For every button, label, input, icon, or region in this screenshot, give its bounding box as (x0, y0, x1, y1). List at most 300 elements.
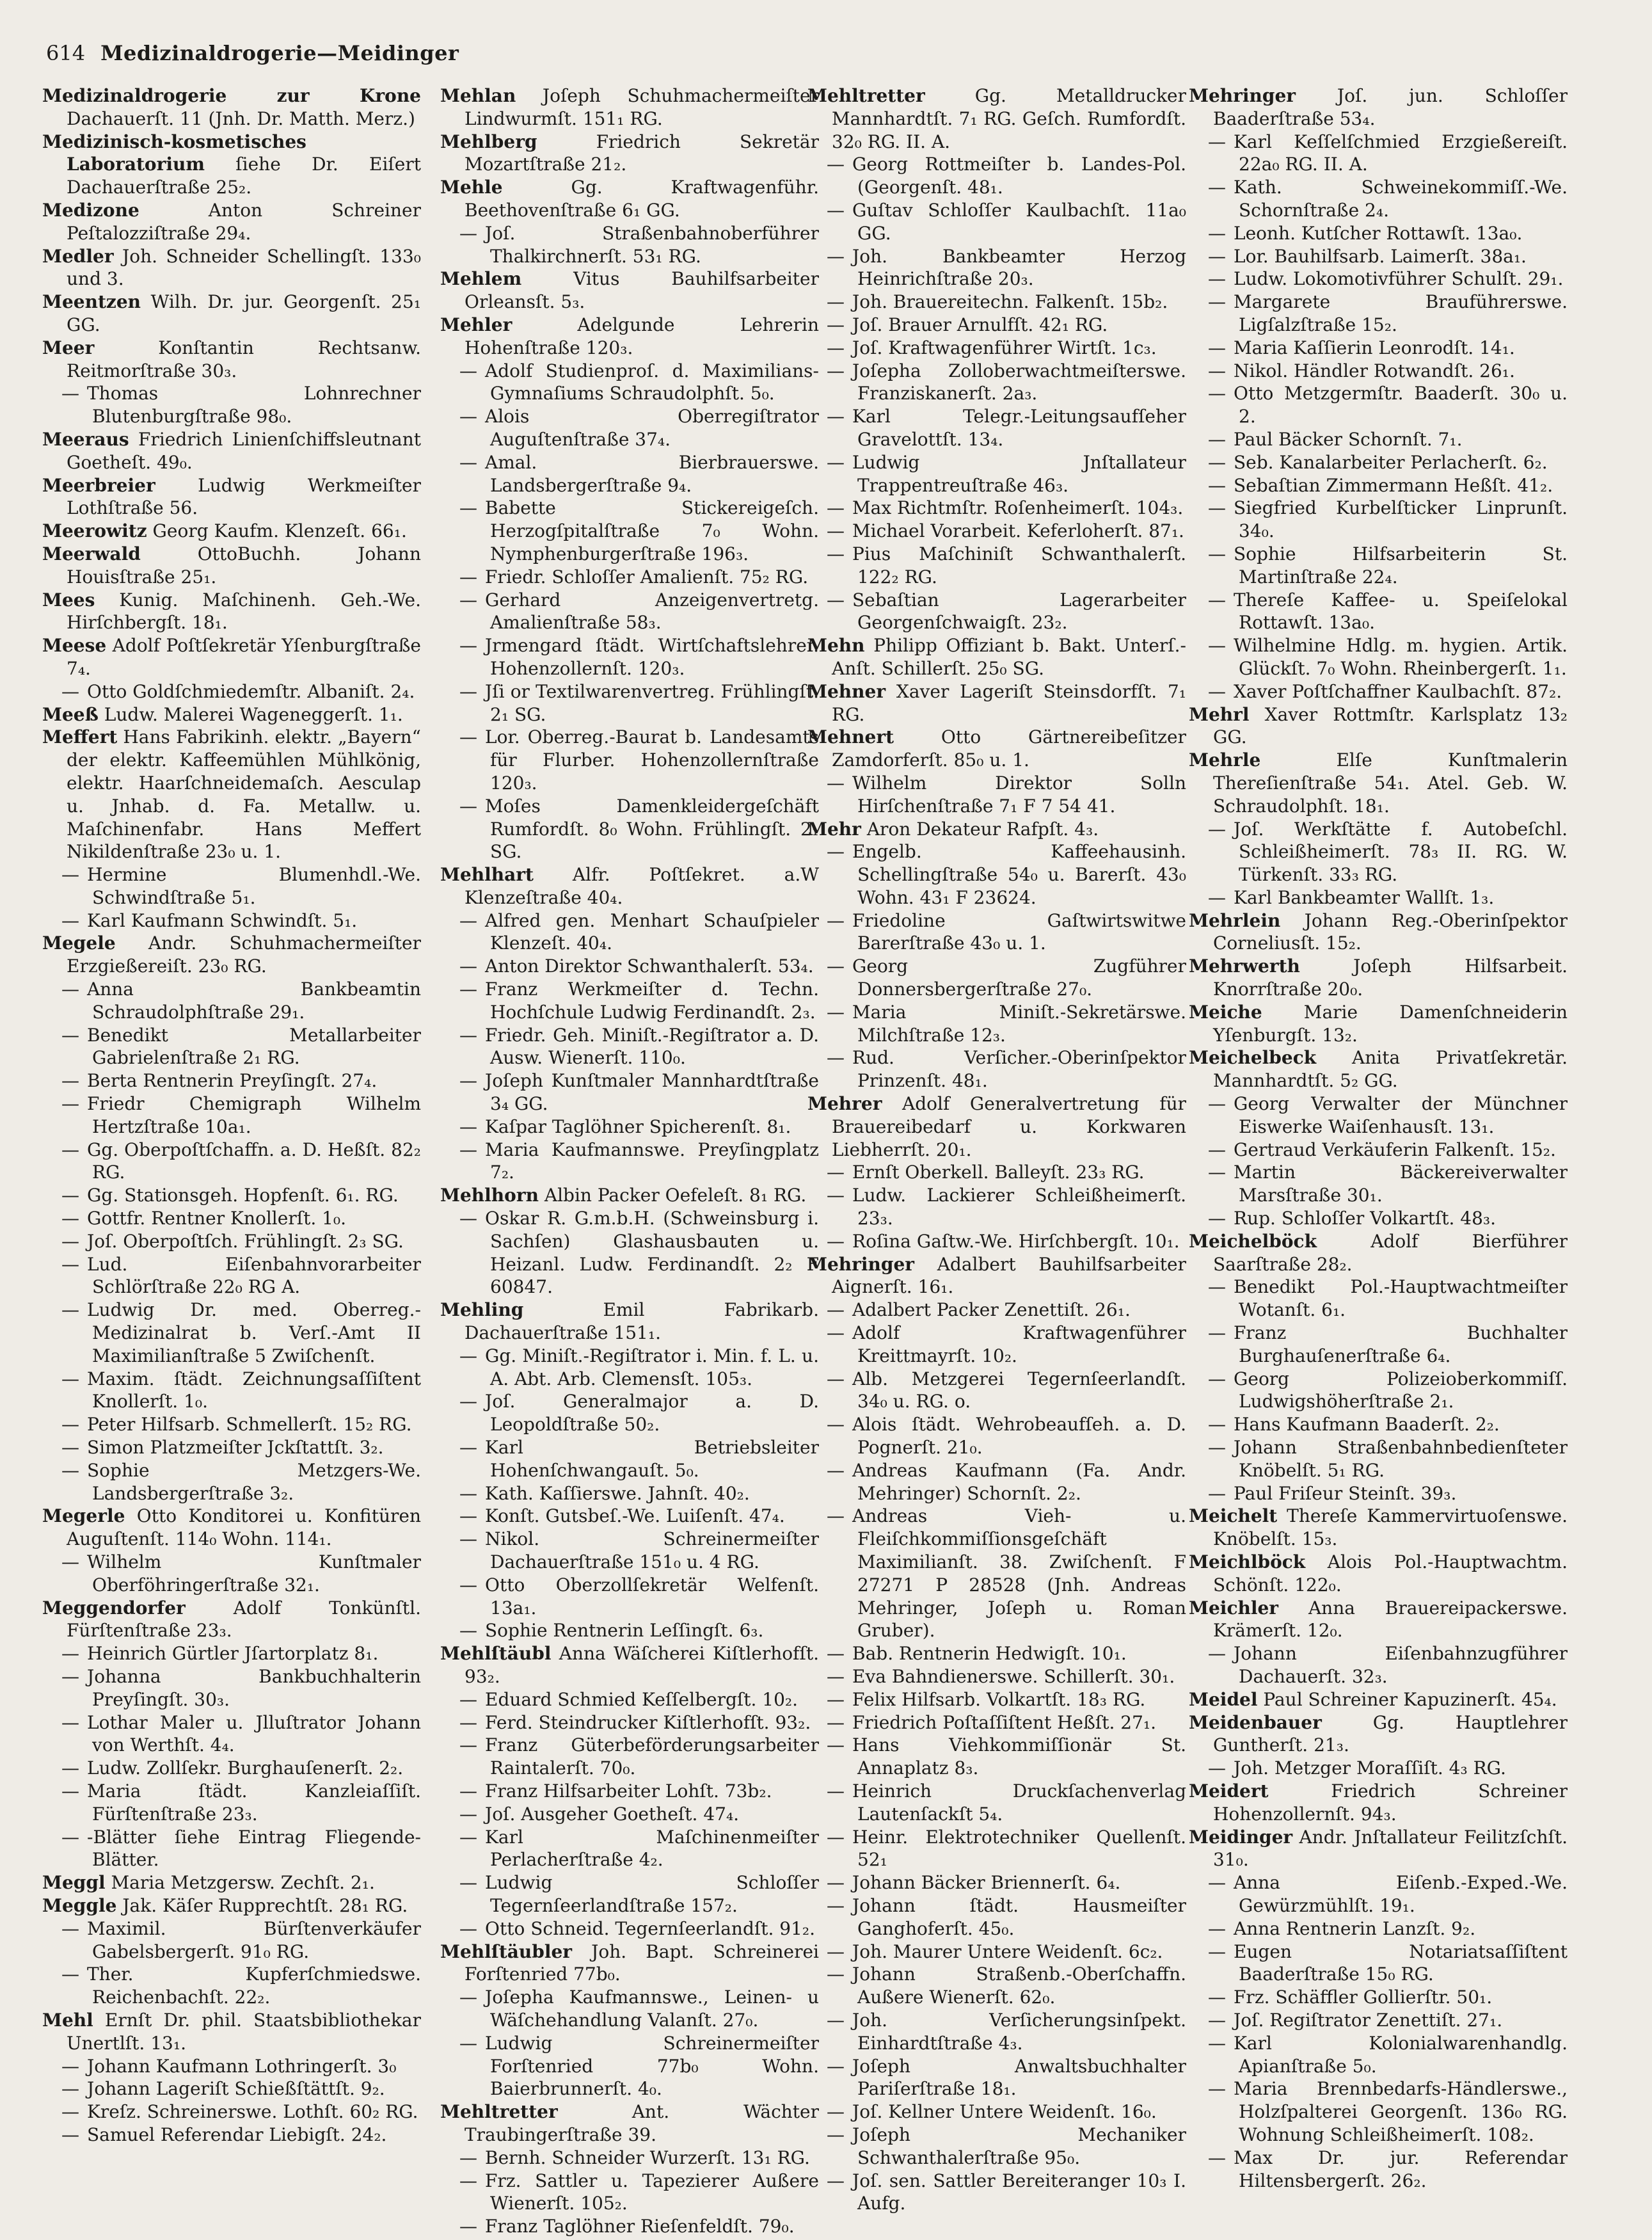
ditto-dash: — (459, 1070, 477, 1092)
ditto-dash: — (459, 1917, 477, 1939)
directory-entry (440, 2100, 819, 2147)
sub-entry (440, 1734, 819, 1780)
entry-text: Wilhelm Direktor Solln Hirſchenſtraße 7₁ F 7 54 41. (852, 772, 1186, 817)
entry-text: Maria Kaufmannswe. Preyſingplatz 7₂. (485, 1139, 819, 1183)
directory-entry (42, 337, 421, 383)
sub-entry (440, 1826, 819, 1872)
entry-text: Rup. Schloſſer Volkartſt. 48₃. (1234, 1208, 1497, 1229)
sub-entry (1189, 1482, 1568, 1505)
ditto-dash: — (1208, 268, 1226, 290)
ditto-dash: — (61, 1253, 79, 1275)
sub-entry (807, 291, 1186, 314)
sub-entry (440, 978, 819, 1024)
entry-text: Elſe Kunſtmalerin Thereſienſtraße 54₁. Atel. Geb. W. Schraudolphſt. 18₁. (1213, 749, 1568, 817)
ditto-dash: — (827, 1001, 845, 1023)
sub-entry (807, 1780, 1186, 1826)
sub-entry (1189, 634, 1568, 680)
directory-entry (807, 634, 1186, 680)
entry-text: Jrmengard ſtädt. Wirtſchaftslehrer. Hohenzollernſt. 120₃. (485, 635, 819, 679)
entry-surname: Meentzen (42, 291, 141, 313)
sub-entry (440, 1574, 819, 1620)
ditto-dash: — (459, 1208, 477, 1229)
ditto-dash: — (1208, 1276, 1226, 1298)
ditto-dash: — (459, 795, 477, 817)
entry-text: Joſeph Anwaltsbuchhalter Pariſerſtraße 18₁. (852, 2055, 1186, 2100)
entry-surname: Mehling (440, 1299, 524, 1321)
entry-text: Otto Goldſchmiedemſtr. Albaniſt. 2₄. (87, 680, 415, 702)
sub-entry (1189, 245, 1568, 268)
ditto-dash: — (827, 291, 845, 313)
entry-surname: Meese (42, 635, 107, 657)
entry-surname: Mehrl (1189, 703, 1250, 725)
sub-entry (42, 382, 421, 428)
entry-text: Franz Güterbeförderungsarbeiter Raintalerſt. 70₀. (485, 1734, 819, 1779)
directory-entry (42, 520, 421, 543)
entry-surname: Medler (42, 245, 114, 267)
entry-text: Adolf Poſtſekretär Yſenburgſtraße 7₄. (67, 635, 421, 679)
ditto-dash: — (459, 1872, 477, 1894)
ditto-dash: — (827, 1459, 845, 1481)
ditto-dash: — (459, 1482, 477, 1504)
directory-entry (807, 1253, 1186, 1299)
directory-entry (42, 131, 421, 199)
entry-text: Otto Schneid. Tegernſeerlandſt. 91₂. (485, 1917, 816, 1939)
entry-text: Gertraud Verkäuferin Falkenſt. 15₂. (1234, 1139, 1556, 1160)
sub-entry (807, 1711, 1186, 1734)
ditto-dash: — (1208, 337, 1226, 358)
ditto-dash: — (459, 1711, 477, 1733)
sub-entry (440, 2215, 819, 2238)
ditto-dash: — (1208, 428, 1226, 450)
entry-surname: Mehn (807, 635, 865, 657)
entry-text: Friedr. Schloſſer Amalienſt. 75₂ RG. (485, 566, 809, 588)
entry-text: Bab. Rentnerin Hedwigſt. 10₁. (852, 1643, 1127, 1665)
entry-text: Adalbert Bauhilfsarbeiter Aignerſt. 16₁. (832, 1253, 1186, 1298)
ditto-dash: — (827, 1780, 845, 1802)
sub-entry (440, 2147, 819, 2170)
ditto-dash: — (827, 1964, 845, 1985)
sub-entry (440, 1803, 819, 1826)
ditto-dash: — (1208, 222, 1226, 244)
entry-text: Maria ſtädt. Kanzleiaſſiſt. Fürſtenſtraße 23₃. (87, 1780, 421, 1825)
ditto-dash: — (1208, 1368, 1226, 1389)
entry-surname: Medizone (42, 199, 139, 221)
sub-entry (807, 1001, 1186, 1047)
entry-text: Michael Vorarbeit. Keferloherſt. 87₁. (852, 520, 1184, 542)
entry-text: Ludwig Schreinermeiſter Forſtenried 77b₀ Wohn. Baierbrunnerſt. 4₀. (485, 2032, 819, 2100)
ditto-dash: — (827, 2170, 845, 2191)
entry-text: Otto Oberzollſekretär Welfenſt. 13a₁. (485, 1574, 819, 1619)
entry-text: Joſ. Straßenbahnoberführer Thalkirchnerſt. 53₁ RG. (485, 222, 819, 267)
directory-entry (440, 176, 819, 222)
sub-entry (1189, 337, 1568, 360)
sub-entry (807, 405, 1186, 451)
ditto-dash: — (61, 1665, 79, 1687)
ditto-dash: — (827, 1665, 845, 1687)
sub-entry (807, 520, 1186, 543)
entry-surname: Mehlem (440, 268, 522, 290)
entry-text: Joſ. Brauer Arnulfſt. 42₁ RG. (852, 314, 1108, 335)
entry-text: Adolf Generalvertretung für Brauereibedarf u. Korkwaren Liebherrſt. 20₁. (832, 1093, 1186, 1160)
sub-entry (807, 1826, 1186, 1872)
sub-entry (42, 909, 421, 932)
entry-surname: Meeraus (42, 428, 129, 450)
entry-text: Xaver Lageriſt Steinsdorfſt. 7₁ RG. (832, 680, 1186, 725)
entry-text: Thereſe Kammervirtuoſenswe. Knöbelſt. 15₃. (1213, 1505, 1568, 1550)
entry-text: Xaver Poſtſchaffner Kaulbachſt. 87₂. (1234, 680, 1562, 702)
ditto-dash: — (459, 497, 477, 519)
entry-text: Frz. Schäffler Gollierſtr. 50₁. (1234, 1987, 1493, 2008)
directory-entry (42, 2009, 421, 2055)
sub-entry (1189, 1986, 1568, 2009)
ditto-dash: — (459, 589, 477, 611)
sub-entry (807, 772, 1186, 818)
entry-text: Adolf Kraftwagenführer Kreittmayrſt. 10₂. (852, 1322, 1186, 1366)
ditto-dash: — (61, 2055, 79, 2077)
sub-entry (807, 245, 1186, 291)
sub-entry (440, 405, 819, 451)
directory-entry (42, 1505, 421, 1551)
entry-text: Paul Schreiner Kapuzinerſt. 45₄. (1257, 1688, 1557, 1710)
entry-text: Johann Eiſenbahnzugführer Dachauerſt. 32₃. (1234, 1643, 1568, 1687)
sub-entry (1189, 1368, 1568, 1414)
ditto-dash: — (827, 245, 845, 267)
entry-text: Georg Rottmeiſter b. Landes-Pol. (Georgenſt. 48₁. (852, 154, 1186, 198)
sub-entry (440, 497, 819, 565)
ditto-dash: — (827, 1322, 845, 1344)
ditto-dash: — (827, 314, 845, 335)
entry-text: Engelb. Kaffeehausinh. Schellingſtraße 54₀ u. Barerſt. 43₀ Wohn. 43₁ F 23624. (852, 841, 1186, 908)
entry-surname: Meichlböck (1189, 1551, 1306, 1572)
ditto-dash: — (61, 1459, 79, 1481)
sub-entry (440, 566, 819, 589)
ditto-dash: — (827, 360, 845, 381)
sub-entry (807, 2055, 1186, 2101)
entry-text: Eduard Schmied Keſſelbergſt. 10₂. (485, 1688, 798, 1710)
entry-text: Benedikt Metallarbeiter Gabrielenſtraße 2₁ RG. (87, 1024, 421, 1069)
entry-text: Ernſt Dr. phil. Staatsbibliothekar Unertlſt. 13₁. (67, 2009, 421, 2054)
ditto-dash: — (61, 864, 79, 886)
entry-surname: Mehrle (1189, 749, 1261, 771)
sub-entry (807, 153, 1186, 199)
ditto-dash: — (61, 1139, 79, 1160)
ditto-dash: — (1208, 2147, 1226, 2168)
sub-entry (440, 1688, 819, 1711)
entry-surname: Meidert (1189, 1780, 1269, 1802)
directory-entry (1189, 955, 1568, 1001)
ditto-dash: — (61, 1070, 79, 1092)
sub-entry (440, 1390, 819, 1436)
entry-surname: Meeß (42, 703, 99, 725)
sub-entry (440, 726, 819, 794)
entry-text: Joh. Brauereitechn. Falkenſt. 15b₂. (852, 291, 1168, 313)
directory-entry (42, 634, 421, 680)
directory-entry (440, 84, 819, 131)
sub-entry (1189, 886, 1568, 909)
ditto-dash: — (459, 1688, 477, 1710)
sub-entry (807, 360, 1186, 406)
sub-entry (42, 1207, 421, 1230)
sub-entry (1189, 360, 1568, 383)
ditto-dash: — (459, 451, 477, 473)
entry-text: Felix Hilfsarb. Volkartſt. 18₃ RG. (852, 1688, 1146, 1710)
sub-entry (440, 1528, 819, 1574)
sub-entry (440, 222, 819, 268)
entry-text: -Blätter ſiehe Eintrag Fliegende-Blätter. (87, 1826, 421, 1871)
sub-entry (440, 2170, 819, 2216)
directory-entry (42, 726, 421, 863)
ditto-dash: — (1208, 635, 1226, 657)
entry-text: Friedrich Schreiner Hohenzollernſt. 94₃. (1213, 1780, 1568, 1825)
directory-entry (1189, 1505, 1568, 1551)
sub-entry (807, 1413, 1186, 1459)
entry-text: Karl Maſchinenmeiſter Perlacherſtraße 4₂. (485, 1826, 819, 1871)
sub-entry (807, 1322, 1186, 1368)
sub-entry (807, 1642, 1186, 1665)
directory-entry (42, 199, 421, 245)
sub-entry (807, 1688, 1186, 1711)
sub-entry (42, 2077, 421, 2100)
directory-entry (807, 680, 1186, 726)
entry-text: Kath. Kaſſierswe. Jahnſt. 40₂. (485, 1482, 750, 1504)
sub-entry (807, 1368, 1186, 1414)
ditto-dash: — (827, 1643, 845, 1665)
ditto-dash: — (827, 1940, 845, 1962)
ditto-dash: — (61, 1711, 79, 1733)
entry-text: Ludwig Jnſtallateur Trappentreuſtraße 46₃. (852, 451, 1186, 496)
entry-text: Johann Reg.-Oberinſpektor Corneliusſt. 15₂. (1213, 909, 1568, 954)
directory-entry (42, 428, 421, 474)
sub-entry (440, 1619, 819, 1642)
entry-text: Otto Gärtnereibeſitzer Zamdorferſt. 85₀ u. 1. (832, 726, 1186, 771)
ditto-dash: — (827, 1734, 845, 1756)
directory-entry (1189, 1597, 1568, 1643)
entry-text: Johann Bäcker Briennerſt. 6₄. (852, 1872, 1121, 1894)
directory-entry (807, 1092, 1186, 1161)
directory-entry (1189, 1046, 1568, 1092)
sub-entry (1189, 543, 1568, 589)
entry-surname: Mehlhorn (440, 1185, 539, 1206)
ditto-dash: — (1208, 818, 1226, 840)
sub-entry (807, 337, 1186, 360)
sub-entry (1189, 1139, 1568, 1162)
ditto-dash: — (61, 1826, 79, 1848)
entry-surname: Meerwald (42, 543, 141, 564)
entry-text: Lor. Bauhilfsarb. Laimerſt. 38a₁. (1234, 245, 1527, 267)
page-header (46, 41, 1614, 73)
entry-text: Otto Konditorei u. Konfitüren Auguſtenſt. 114₀ Wohn. 114₁. (67, 1505, 421, 1550)
entry-text: Simon Platzmeiſter Jckſtattſt. 3₂. (87, 1437, 384, 1459)
sub-entry (1189, 1092, 1568, 1139)
entry-text: Pius Maſchiniſt Schwanthalerſt. 122₂ RG. (852, 543, 1186, 588)
ditto-dash: — (827, 841, 845, 863)
ditto-dash: — (1208, 589, 1226, 611)
sub-entry (807, 909, 1186, 956)
sub-entry (1189, 1276, 1568, 1322)
sub-entry (807, 199, 1186, 245)
ditto-dash: — (61, 909, 79, 931)
sub-entry (42, 1665, 421, 1711)
entry-text: Rud. Verſicher.-Oberinſpektor Prinzenſt. 48₁. (852, 1047, 1186, 1092)
ditto-dash: — (827, 909, 845, 931)
running-title: Medizinaldrogerie—Meidinger (100, 41, 459, 65)
ditto-dash: — (61, 1230, 79, 1252)
entry-text: Emil Fabrikarb. Dachauerſtraße 151₁. (465, 1299, 819, 1344)
entry-text: Kath. Schweinekommiſſ.-We. Schornſtraße 2₄. (1234, 177, 1568, 221)
ditto-dash: — (459, 1139, 477, 1160)
entry-text: Anton Direktor Schwanthalerſt. 53₄. (485, 956, 814, 977)
entry-text: Joſeph Hilfsarbeit. Knorrſtraße 20₀. (1213, 956, 1568, 1000)
entry-text: Wilhelmine Hdlg. m. hygien. Artik. Glückſt. 7₀ Wohn. Rheinbergerſt. 1₁. (1234, 635, 1568, 679)
entry-text: Gottfr. Rentner Knollerſt. 1₀. (87, 1208, 347, 1229)
ditto-dash: — (459, 909, 477, 931)
entry-text: Anton Schreiner Peſtalozziſtraße 29₄. (67, 199, 421, 244)
entry-text: Berta Rentnerin Preyſingſt. 27₄. (87, 1070, 377, 1092)
ditto-dash: — (459, 1574, 477, 1596)
entry-surname: Meiche (1189, 1001, 1262, 1023)
ditto-dash: — (827, 1299, 845, 1321)
entry-surname: Mehler (440, 314, 512, 335)
entry-text: Vitus Bauhilfsarbeiter Orleansſt. 5₃. (465, 268, 819, 313)
entry-surname: Meggendorfer (42, 1597, 186, 1619)
entry-text: Franz Buchhalter Burghauſenerſtraße 6₄. (1234, 1322, 1568, 1366)
sub-entry (1189, 268, 1568, 291)
entry-text: Ludw. Lackierer Schleißheimerſt. 23₃. (852, 1185, 1186, 1229)
ditto-dash: — (1208, 1872, 1226, 1894)
entry-text: Anna Eiſenb.-Exped.-We. Gewürzmühlſt. 19₁. (1234, 1872, 1568, 1916)
ditto-dash: — (827, 1047, 845, 1069)
directory-entry (1189, 1551, 1568, 1597)
sub-entry (1189, 1413, 1568, 1436)
entry-text: Frz. Sattler u. Tapezierer Außere Wienerſt. 105₂. (485, 2170, 819, 2214)
sub-entry (807, 589, 1186, 635)
sub-entry (42, 1780, 421, 1826)
directory-entry (440, 863, 819, 909)
entry-text: Joh. Bapt. Schreinerei Forſtenried 77b₀. (465, 1940, 819, 1985)
sub-entry (42, 978, 421, 1024)
ditto-dash: — (459, 1734, 477, 1756)
ditto-dash: — (1208, 2032, 1226, 2054)
ditto-dash: — (61, 1208, 79, 1229)
directory-entry (1189, 909, 1568, 956)
directory-entry (1189, 84, 1568, 131)
entry-text: Georg Polizeioberkommiſſ. Ludwigshöherſtraße 2₁. (1234, 1368, 1568, 1412)
sub-entry (1189, 2147, 1568, 2193)
entry-text: Sophie Rentnerin Leſſingſt. 6₃. (485, 1620, 764, 1642)
ditto-dash: — (61, 1964, 79, 1985)
entry-text: Joſ. Kraftwagenführer Wirtſt. 1c₃. (852, 337, 1157, 358)
entry-text: Gg. Stationsgeh. Hopfenſt. 6₁. RG. (87, 1185, 399, 1206)
sub-entry (807, 2100, 1186, 2124)
sub-entry (42, 1139, 421, 1185)
ditto-dash: — (827, 772, 845, 794)
entry-text: Albin Packer Oefeleſt. 8₁ RG. (538, 1185, 807, 1206)
entry-text: Max Dr. jur. Referendar Hiltensbergerſt. 26₂. (1234, 2147, 1568, 2191)
entry-text: Karl Bankbeamter Wallſt. 1₃. (1234, 886, 1495, 908)
entry-text: Jak. Käſer Rupprechtſt. 28₁ RG. (116, 1894, 408, 1916)
entry-text: Joſeph Mechaniker Schwanthalerſtraße 95₀. (852, 2124, 1186, 2168)
sub-entry (42, 2100, 421, 2124)
sub-entry (807, 2124, 1186, 2170)
entry-text: Adolf Bierführer Saarſtraße 28₂. (1213, 1230, 1568, 1275)
ditto-dash: — (827, 1872, 845, 1894)
ditto-dash: — (1208, 383, 1226, 404)
entry-text: Gg. Miniſt.-Regiſtrator i. Min. f. L. u. A. Abt. Arb. Clemensſt. 105₃. (485, 1345, 819, 1389)
sub-entry (807, 1230, 1186, 1253)
entry-text: Anna Brauereipackerswe. Krämerſt. 12₀. (1213, 1597, 1568, 1642)
ditto-dash: — (827, 1505, 845, 1527)
directory-entry (807, 84, 1186, 153)
directory-entry (440, 1184, 819, 1207)
sub-entry (440, 1139, 819, 1185)
entry-text: Maxim. ſtädt. Zeichnungsaſſiſtent Knollerſt. 1₀. (87, 1368, 421, 1412)
ditto-dash: — (827, 2009, 845, 2031)
directory-entry (42, 703, 421, 726)
ditto-dash: — (459, 566, 477, 588)
ditto-dash: — (459, 1345, 477, 1366)
sub-entry (440, 680, 819, 726)
entry-text: Adelgunde Lehrerin Hohenſtraße 120₃. (465, 314, 819, 358)
directory-entry (42, 245, 421, 291)
entry-text: Eva Bahndienerswe. Schillerſt. 30₁. (852, 1665, 1175, 1687)
entry-surname: Meggle (42, 1894, 117, 1916)
entry-text: Moſes Damenkleidergeſchäft Rumfordſt. 8₀ Wohn. Frühlingſt. 2₁ SG. (485, 795, 819, 863)
entry-text: ſiehe Dr. Eiſert Dachauerſtraße 25₂. (67, 154, 421, 198)
entry-text: Ludw. Lokomotivführer Schulſt. 29₁. (1234, 268, 1564, 290)
sub-entry (807, 451, 1186, 497)
entry-text: Adalbert Packer Zenettiſt. 26₁. (852, 1299, 1131, 1321)
entry-text: Marie Damenſchneiderin Yſenburgſt. 13₂. (1213, 1001, 1568, 1046)
entry-text: Hermine Blumenhdl.-We. Schwindſtraße 5₁. (87, 864, 421, 908)
entry-text: Andreas Kaufmann (Fa. Andr. Mehringer) Schornſt. 2₂. (852, 1459, 1186, 1504)
entry-surname: Mehnert (807, 726, 894, 748)
ditto-dash: — (459, 1116, 477, 1137)
sub-entry (42, 1436, 421, 1459)
entry-text: Joh. Maurer Untere Weidenſt. 6c₂. (852, 1940, 1163, 1962)
entry-text: Andr. Schuhmachermeiſter Erzgießereiſt. 23₀ RG. (67, 932, 421, 977)
directory-entry (42, 1597, 421, 1643)
directory-entry (1189, 1711, 1568, 1757)
directory-entry (1189, 1001, 1568, 1047)
entry-surname: Megerle (42, 1505, 125, 1527)
sub-entry (440, 1482, 819, 1505)
ditto-dash: — (1208, 360, 1226, 381)
entry-text: Joſ. Regiſtrator Zenettiſt. 27₁. (1234, 2009, 1503, 2031)
entry-surname: Meidel (1189, 1688, 1258, 1710)
entry-text: Ludwig Werkmeiſter Lothſtraße 56. (67, 474, 421, 519)
entry-text: Joſ. Generalmajor a. D. Leopoldſtraße 50₂. (485, 1391, 819, 1436)
sub-entry (440, 589, 819, 635)
entry-text: Guſtav Schloſſer Kaulbachſt. 11a₀ GG. (852, 199, 1186, 244)
sub-entry (1189, 1917, 1568, 1940)
directory-entry (440, 131, 819, 177)
entry-surname: Mehringer (1189, 85, 1296, 106)
entry-text: Amal. Bierbrauerswe. Landsbergerſtraße 9₄. (485, 451, 819, 496)
entry-surname: Mees (42, 589, 95, 611)
entry-surname: Meichelbeck (1189, 1047, 1317, 1069)
entry-text: Alois Oberregiſtrator Auguſtenſtraße 37₄. (485, 406, 819, 450)
ditto-dash: — (459, 1437, 477, 1459)
entry-text: Adolf Studienproſ. d. Maximilians-Gymnaſiums Schraudolphſt. 5₀. (485, 360, 819, 404)
ditto-dash: — (827, 543, 845, 564)
sub-entry (1189, 1322, 1568, 1368)
sub-entry (42, 1826, 421, 1872)
entry-surname: Mehrwerth (1189, 956, 1300, 977)
entry-text: Thereſe Kaffee- u. Speiſelokal Rottawſt. 13a₀. (1234, 589, 1568, 634)
sub-entry (1189, 1207, 1568, 1230)
ditto-dash: — (459, 979, 477, 1000)
entry-text: Sebaſtian Lagerarbeiter Georgenſchwaigſt. 23₂. (852, 589, 1186, 634)
